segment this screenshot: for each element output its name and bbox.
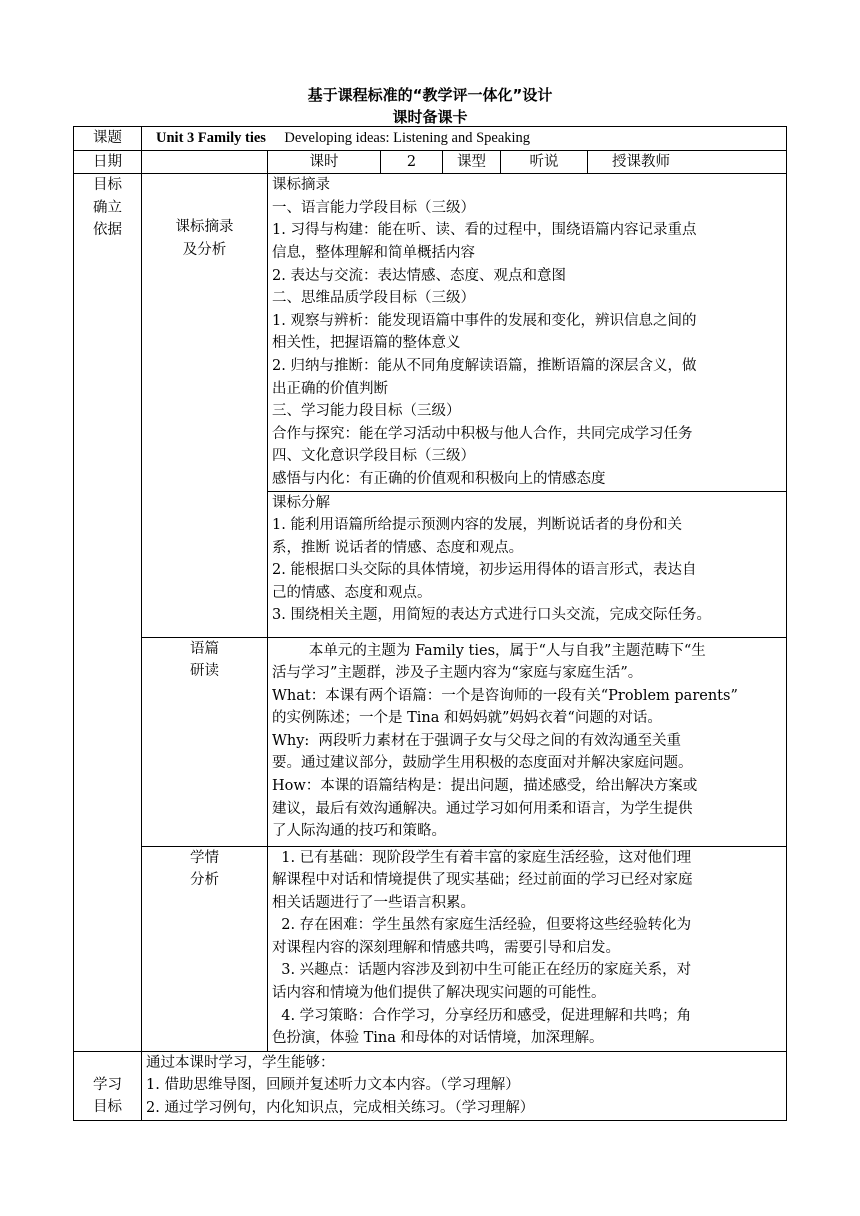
text-study-content: 本单元的主题为 Family ties，属于“人与自我”主题范畴下“生 活与学习”主题群，涉及子主题内容为“家庭与家庭生活”。 What：本课有两个语篇：一个是咨询师的一段有关“Problem parents” 的实例陈述；一个是 Tina 和妈妈就”妈妈衣着“问题的对话。 Why: 两段听力素材在于强调子女与父母之间的有效沟通至关重 要。通过建议部分，鼓励学生用积极的态度面对并解决家庭问题。 How：本课的语篇结构是：提出问题，描述感受，给出解决方案或 建议，最后有效沟通解决。通过学习如何用柔和语言，为学生提供 了人际沟通的技巧和策略。	[268, 637, 787, 846]
text-study-label: 语篇 研读	[142, 637, 268, 846]
learner-analysis-content: 1. 已有基础：现阶段学生有着丰富的家庭生活经验，这对他们理 解课程中对话和情境提供了现实基础；经过前面的学习已经对家庭 相关话题进行了一些语言积累。 2. 存在困难：学生虽然有家庭生活经验，但要将这些经验转化为 对课程内容的深刻理解和情感共鸣，需要引导和启发。 3. 兴趣点：话题内容涉及到初中生可能正在经历的家庭关系，对 话内容和情境为他们提供了解决现实问题的可能性。 4. 学习策略：合作学习，分享经历和感受，促进理解和共鸣；角 色扮演，体验 Tina 和母体的对话情境，加深理解。	[268, 846, 787, 1051]
card-title: 基于课程标准的“教学评一体化”设计	[307, 86, 553, 104]
topic-row	[74, 127, 787, 151]
lesson-card-table	[73, 126, 787, 1121]
basis-label: 目标 确立 依据	[74, 174, 142, 1051]
standards-excerpt: 课标摘录 一、语言能力学段目标（三级） 1. 习得与构建：能在听、读、看的过程中，围绕语篇内容记录重点 信息，整体理解和简单概括内容 2. 表达与交流：表达情感、态度、观点和意图 二、思维品质学段目标（三级） 1. 观察与辨析：能发现语篇中事件的发展和变化，辨识信息之间的 相关性，把握语篇的整体意义 2. 归纳与推断：能从不同角度解读语篇，推断语篇的深层含义，做 出正确的价值判断 三、学习能力段目标（三级） 合作与探究：能在学习活动中积极与他人合作，共同完成学习任务 四、文化意识学段目标（三级） 感悟与内化：有正确的价值观和积极向上的情感态度	[268, 174, 787, 491]
text-study-row	[74, 637, 787, 846]
card-subtitle: 课时备课卡	[392, 108, 468, 126]
date-value	[142, 150, 268, 174]
objectives-content: 通过本课时学习，学生能够： 1. 借助思维导图，回顾并复述听力文本内容。（学习理解） 2. 通过学习例句，内化知识点，完成相关练习。（学习理解）	[142, 1051, 787, 1120]
learner-analysis-row	[74, 846, 787, 1051]
objectives-label: 学习 目标	[74, 1051, 142, 1120]
date-row	[74, 150, 787, 174]
topic-label: 课题	[74, 127, 142, 151]
learner-analysis-label: 学情 分析	[142, 846, 268, 1051]
standards-label: 课标摘录 及分析	[142, 174, 268, 637]
lesson-subtitle: Developing ideas: Listening and Speaking	[284, 130, 531, 146]
topic-value	[142, 127, 787, 151]
standards-analysis: 课标分解 1. 能利用语篇所给提示预测内容的发展，判断说话者的身份和关 系，推断 说话者的情感、态度和观点。 2. 能根据口头交际的具体情境，初步运用得体的语言形式，表达自 己的情感、态度和观点。 3. 围绕相关主题，用简短的表达方式进行口头交流，完成交际任务。	[268, 491, 787, 637]
unit-name: Unit 3 Family ties	[156, 130, 266, 146]
type-value: 听说	[501, 150, 588, 174]
standards-excerpt-row	[74, 174, 787, 491]
period-label: 课时	[268, 150, 381, 174]
objectives-row	[74, 1051, 787, 1120]
type-label: 课型	[443, 150, 501, 174]
date-label: 日期	[74, 150, 142, 174]
teacher-label: 授课教师	[612, 153, 670, 170]
period-value: 2	[381, 150, 443, 174]
teacher-cell	[588, 150, 787, 174]
